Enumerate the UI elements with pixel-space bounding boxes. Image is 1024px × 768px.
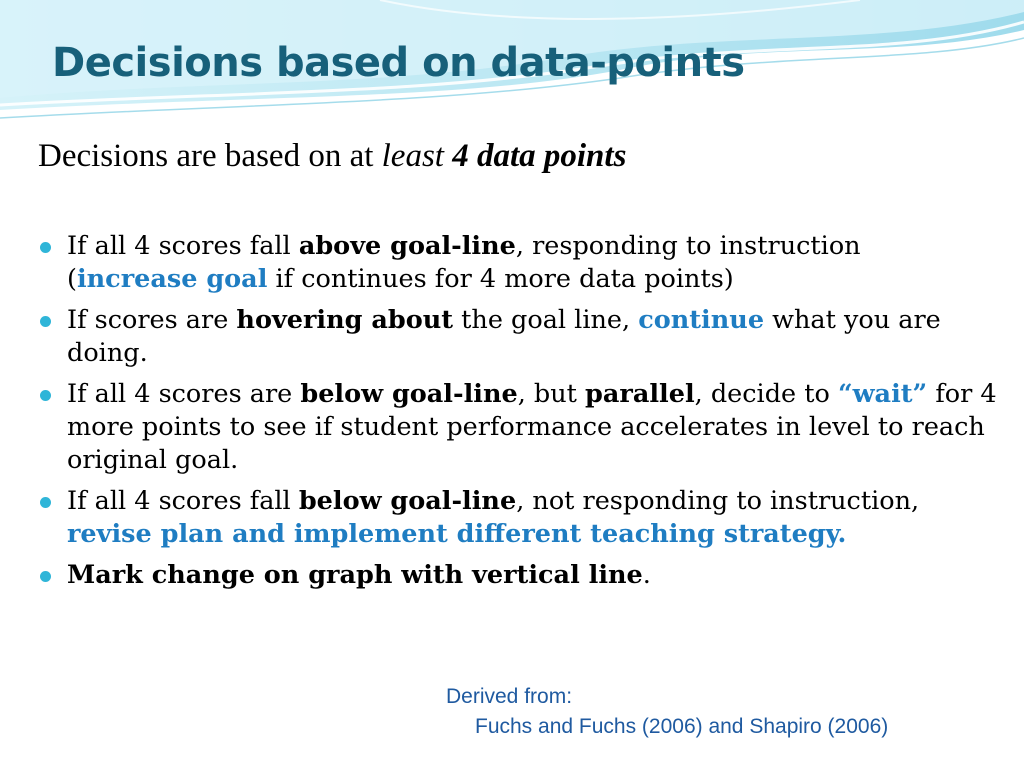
subtitle-text: Decisions are based on at — [38, 138, 382, 174]
bullet-text: what you are doing. — [67, 305, 941, 368]
bullet-text: for 4 more points to see if student performance accelerates in level to reach original goal. — [67, 379, 997, 475]
bullet-text: If all 4 scores fall — [67, 231, 299, 261]
bullet-highlight-text: continue — [638, 305, 765, 335]
bullet-list — [38, 230, 998, 600]
bullet-text: , responding to instruction ( — [67, 231, 861, 294]
bullet-bold-text: below goal-line — [298, 486, 517, 516]
bullet-bold-text: Mark change on graph with vertical line — [67, 560, 643, 590]
bullet-dot-icon — [40, 316, 51, 327]
bullet-text: If all 4 scores fall — [67, 486, 299, 516]
bullet-dot-icon — [40, 497, 51, 508]
bullet-highlight-text: “wait” — [837, 379, 928, 409]
bullet-text: if continues for 4 more data points) — [267, 264, 734, 294]
bullet-highlight-text: increase goal — [76, 264, 268, 294]
bullet-highlight-text: revise plan and implement different teaching strategy. — [67, 519, 847, 549]
bullet-bold-text: above goal-line — [298, 231, 516, 261]
bullet-dot-icon — [40, 571, 51, 582]
bullet-dot-icon — [40, 242, 51, 253]
slide-subtitle — [38, 138, 626, 175]
credit-heading: Derived from: — [446, 685, 573, 708]
bullet-text: , decide to — [694, 379, 838, 409]
bullet-item — [38, 559, 998, 592]
bullet-bold-text: parallel — [585, 379, 695, 409]
subtitle-italic: least — [381, 138, 444, 174]
bullet-item — [38, 304, 998, 370]
bullet-text: , not responding to instruction, — [516, 486, 920, 516]
subtitle-space — [444, 138, 452, 174]
bullet-text: If scores are — [67, 305, 237, 335]
bullet-bold-text: hovering about — [236, 305, 454, 335]
bullet-dot-icon — [40, 390, 51, 401]
credit-citation: Fuchs and Fuchs (2006) and Shapiro (2006) — [475, 715, 889, 738]
bullet-item — [38, 230, 998, 296]
bullet-text: . — [642, 560, 651, 590]
bullet-item — [38, 378, 998, 477]
bullet-bold-text: below goal-line — [300, 379, 518, 409]
bullet-item — [38, 485, 998, 551]
source-credit — [446, 682, 888, 742]
bullet-text: , but — [517, 379, 586, 409]
bullet-text: If all 4 scores are — [67, 379, 301, 409]
slide-title: Decisions based on data-points — [52, 40, 745, 86]
subtitle-emphasis: 4 data points — [452, 138, 627, 174]
bullet-text: the goal line, — [453, 305, 639, 335]
